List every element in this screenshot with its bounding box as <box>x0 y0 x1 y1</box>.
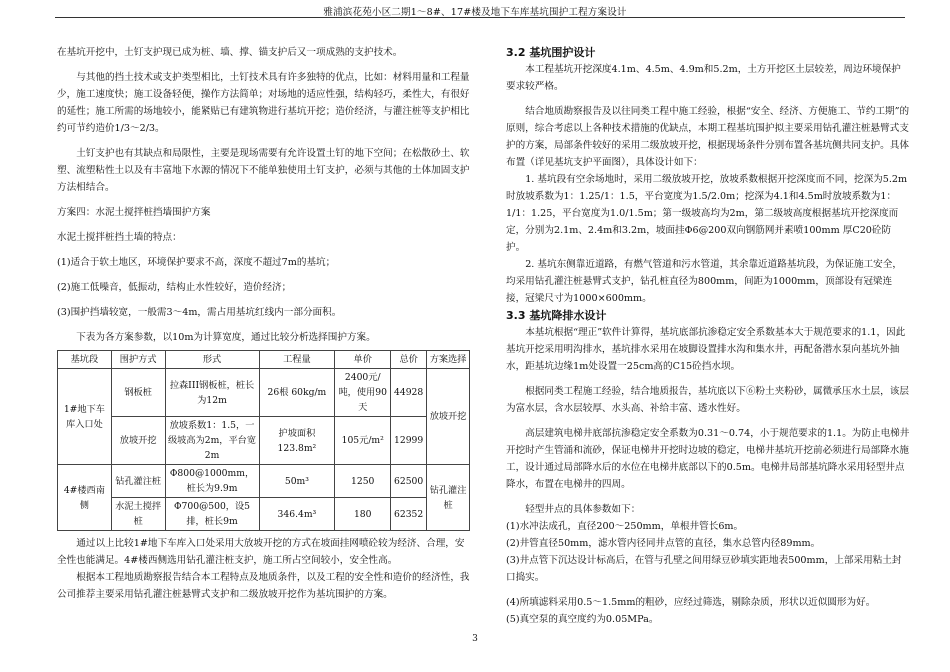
table-row <box>58 465 470 498</box>
paragraph: 在基坑开挖中，土钉支护现已成为桩、墙、撑、锚支护后又一项成熟的支护技术。 <box>57 47 403 58</box>
table-header: 单价 <box>335 351 391 369</box>
table-row <box>58 498 470 531</box>
price-cell: 105元/m² <box>335 417 391 465</box>
table-row <box>58 417 470 465</box>
quantity-cell: 50m³ <box>259 465 335 498</box>
method-cell: 水泥土搅拌桩 <box>111 498 165 531</box>
paragraph: 土钉支护也有其缺点和局限性，主要是现场需要有允许设置土钉的地下空间；在松散砂土、软塑、流塑粘性土以及有丰富地下水源的情况下不能单独使用土钉支护，必须与其他的土体加固支护方法相结合。 <box>57 148 470 193</box>
table-header: 总价 <box>391 351 427 369</box>
choice-cell: 钻孔灌注桩 <box>427 465 470 531</box>
method-cell: 放坡开挖 <box>111 417 165 465</box>
table-header-row <box>58 351 470 369</box>
table-header: 基坑段 <box>58 351 112 369</box>
paragraph: 水泥土搅拌桩挡土墙的特点： <box>57 232 182 243</box>
left-column <box>57 44 470 603</box>
table-header: 围护方式 <box>111 351 165 369</box>
paragraph: 2. 基坑东侧靠近道路，有燃气管道和污水管道，其余靠近道路基坑段，为保证施工安全，均采用钻孔灌注桩悬臂式支护，钻孔桩直径为800mm，间距为1000mm，顶部设有冠梁连接，冠梁尺寸为1000×600mm。 <box>506 259 902 304</box>
list-item: (5)真空泵的真空度约为0.05MPa。 <box>506 614 659 625</box>
page-number: 3 <box>472 634 478 644</box>
total-cell: 44928 <box>391 369 427 417</box>
method-cell: 钢板桩 <box>111 369 165 417</box>
form-cell: 拉森III钢板桩，桩长为12m <box>165 369 259 417</box>
paragraph: 根据本工程地质勘察报告结合本工程特点及地质条件，以及工程的安全性和造价的经济性，我公司推荐主要采用钻孔灌注桩悬臂式支护和二级放坡开挖作为基坑围护的方案。 <box>57 572 470 600</box>
method-cell: 钻孔灌注桩 <box>111 465 165 498</box>
price-cell: 1250 <box>335 465 391 498</box>
paragraph: 结合地质勘察报告及以往同类工程中施工经验，根据“安全、经济、方便施工、节约工期”的原则，综合考虑以上各种技术措施的优缺点，本期工程基坑围护拟主要采用钻孔灌注桩悬臂式支护的方案，局部条件较好的采用二级放坡开挖，根据现场条件分别布置各基坑侧共同支护。具体布置（详见基坑支护平面图），具体设计如下： <box>506 106 910 168</box>
table-header: 工程量 <box>259 351 335 369</box>
total-cell: 62352 <box>391 498 427 531</box>
quantity-cell: 26根 60kg/m <box>259 369 335 417</box>
quantity-cell: 346.4m³ <box>259 498 335 531</box>
right-column <box>506 44 910 628</box>
list-item: (4)所填滤料采用0.5～1.5mm的粗砂，应经过筛选，剔除杂质，形状以近似圆形为好。 <box>506 597 876 608</box>
section-heading-3-3: 3.3 基坑降排水设计 <box>506 309 607 322</box>
paragraph: 本基坑根据“理正”软件计算得，基坑底部抗渗稳定安全系数基本大于规范要求的1.1，因此基坑开挖采用明沟排水，基坑排水采用在坡脚设置排水沟和集水井，再配备潜水泵向基坑外抽水，距基坑边缘1m处设置一25cm高的C15砼挡水坝。 <box>506 327 906 372</box>
total-cell: 62500 <box>391 465 427 498</box>
section-heading-3-2: 3.2 基坑围护设计 <box>506 46 596 59</box>
price-cell: 2400元/吨，使用90天 <box>335 369 391 417</box>
form-cell: Φ700@500，设5排，桩长9m <box>165 498 259 531</box>
segment-cell: 4#楼西南侧 <box>58 465 112 531</box>
total-cell: 12999 <box>391 417 427 465</box>
paragraph: 通过以上比较1#地下车库入口处采用大放坡开挖的方式在坡面挂网喷砼较为经济、合理，安全性也能满足。4#楼西侧选用钻孔灌注桩支护，施工所占空间较小，安全性高。 <box>57 538 465 566</box>
list-item: (2)井管直径50mm，滤水管内径同井点管的直径，集水总管内径89mm。 <box>506 538 821 549</box>
paragraph: 与其他的挡土技术或支护类型相比，土钉技术具有许多独特的优点，比如：材料用量和工程量少，施工速度快；施工设备轻便，操作方法简单；对场地的适应性强，结构轻巧，柔性大，有很好的延性；施工所需的场地较小，能紧贴已有建筑物进行基坑开挖；造价经济，与灌注桩等支护相比约可节约造价1/3～2/3。 <box>57 72 470 134</box>
list-item: (1)水冲法成孔，直径200～250mm，单根井管长6m。 <box>506 521 744 532</box>
list-item: (2)施工低噪音，低振动，结构止水性较好，造价经济； <box>57 282 292 293</box>
table-header: 形式 <box>165 351 259 369</box>
list-item: (3)井点管下沉达设计标高后，在管与孔壁之间用绿豆砂填实距地表500mm，上部采用粘土封口捣实。 <box>506 555 902 583</box>
table-header: 方案选择 <box>427 351 470 369</box>
choice-cell: 放坡开挖 <box>427 369 470 465</box>
header-rule <box>55 17 905 18</box>
price-cell: 180 <box>335 498 391 531</box>
table-row <box>58 369 470 417</box>
form-cell: Φ800@1000mm，桩长为9.9m <box>165 465 259 498</box>
paragraph: 高层建筑电梯井底部抗渗稳定安全系数为0.31～0.74，小于规范要求的1.1。为防止电梯井开挖时产生管涌和流砂，保证电梯井开挖时边坡的稳定，电梯井基坑开挖前必须进行局部降水施工，设计通过局部降水后的水位在电梯井底部以下的0.5m。电梯井局部基坑降水采用轻型井点降水，布置在电梯井的四周。 <box>506 428 910 490</box>
paragraph: 根据同类工程施工经验，结合地质报告，基坑底以下⑥粉土夹粉砂，属微承压水土层，该层为富水层，含水层较厚、水头高、补给丰富、透水性好。 <box>506 386 909 414</box>
quantity-cell: 护坡面积 123.8m² <box>259 417 335 465</box>
paragraph: 下表为各方案参数，以10m为计算宽度，通过比较分析选择围护方案。 <box>76 332 376 343</box>
page-header: 雅浦滨花苑小区二期1～8#、17#楼及地下车库基坑围护工程方案设计 <box>323 7 627 18</box>
scheme-heading: 方案四：水泥土搅拌桩挡墙围护方案 <box>57 207 211 218</box>
form-cell: 放坡系数1：1.5，一级坡高为2m，平台宽2m <box>165 417 259 465</box>
list-item: (1)适合于软土地区，环境保护要求不高，深度不超过7m的基坑； <box>57 257 336 268</box>
paragraph: 本工程基坑开挖深度4.1m、4.5m、4.9m和5.2m，土方开挖区土层较差，周边环境保护要求较严格。 <box>506 64 901 92</box>
paragraph: 1. 基坑段有空余场地时，采用二级放坡开挖，放坡系数根据开挖深度而不同，挖深为5.2m时放坡系数为1：1.25/1：1.5，平台宽度为1.5/2.0m；挖深为4.1和4.5m时放坡系数为1：1/1：1.25，平台宽度为1.0/1.5m；第一级坡高均为2m，第二级坡高度根据基坑开挖深度而定，分别为2.1m、2.4m和3.2m，坡面挂Φ6@200双向钢筋网并素喷100mm 厚C20砼防护。 <box>506 174 908 253</box>
list-item: (3)围护挡墙较宽，一般需3～4m，需占用基坑红线内一部分面积。 <box>57 307 342 318</box>
segment-cell: 1#地下车库入口处 <box>58 369 112 465</box>
paragraph: 轻型井点的具体参数如下： <box>525 504 641 515</box>
comparison-table <box>57 350 470 531</box>
